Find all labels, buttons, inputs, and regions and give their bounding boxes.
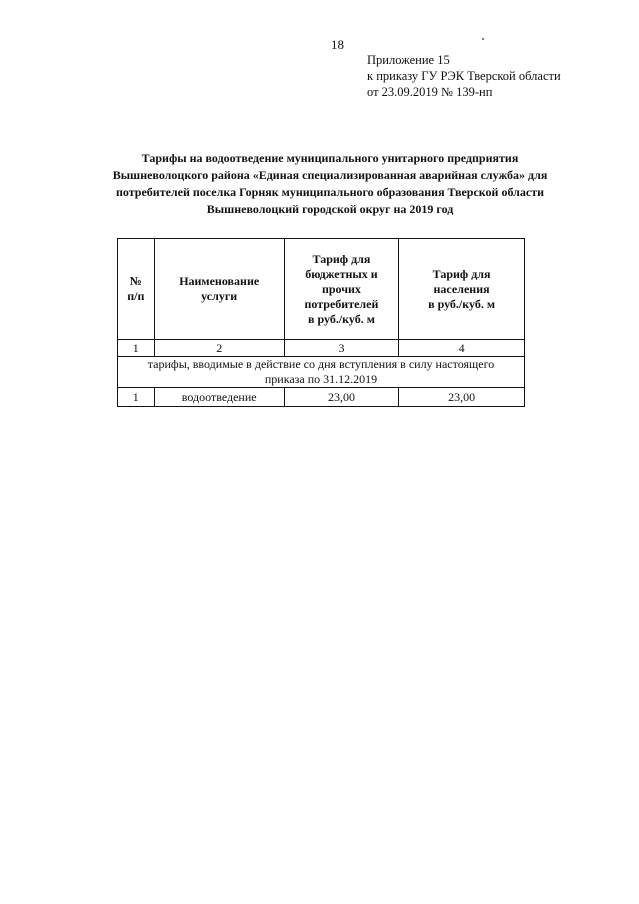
row-population-tariff: 23,00: [399, 388, 525, 407]
header-service: Наименование услуги: [154, 239, 284, 340]
table-row: [118, 388, 525, 407]
scan-dot: [482, 38, 484, 40]
row-num: 1: [118, 388, 155, 407]
header-budget-tariff: Тариф для бюджетных и прочих потребителей в руб./куб. м: [284, 239, 398, 340]
tariff-table: [117, 238, 525, 407]
header-population-tariff: Тариф для населения в руб./куб. м: [399, 239, 525, 340]
page-number: 18: [331, 37, 344, 52]
column-number: 3: [284, 340, 398, 357]
header-num: № п/п: [118, 239, 155, 340]
appendix-line: от 23.09.2019 № 139-нп: [367, 85, 493, 99]
column-number: 4: [399, 340, 525, 357]
appendix-block: [367, 52, 561, 100]
column-number: 2: [154, 340, 284, 357]
period-note: тарифы, вводимые в действие со дня вступления в силу настоящего приказа по 31.12.2019: [118, 357, 525, 388]
appendix-line: Приложение 15: [367, 53, 450, 67]
title-line: Вышневолоцкого района «Единая специализированная аварийная служба» для: [112, 168, 548, 182]
title-line: потребителей поселка Горняк муниципального образования Тверской области: [115, 185, 545, 199]
title-line: Тарифы на водоотведение муниципального унитарного предприятия: [141, 151, 519, 165]
column-number: 1: [118, 340, 155, 357]
row-service: водоотведение: [154, 388, 284, 407]
document-title: [80, 150, 580, 218]
period-note-row: [118, 357, 525, 388]
appendix-line: к приказу ГУ РЭК Тверской области: [367, 69, 561, 83]
column-number-row: [118, 340, 525, 357]
table-header-row: [118, 239, 525, 340]
row-budget-tariff: 23,00: [284, 388, 398, 407]
title-line: Вышневолоцкий городской округ на 2019 год: [206, 202, 454, 216]
